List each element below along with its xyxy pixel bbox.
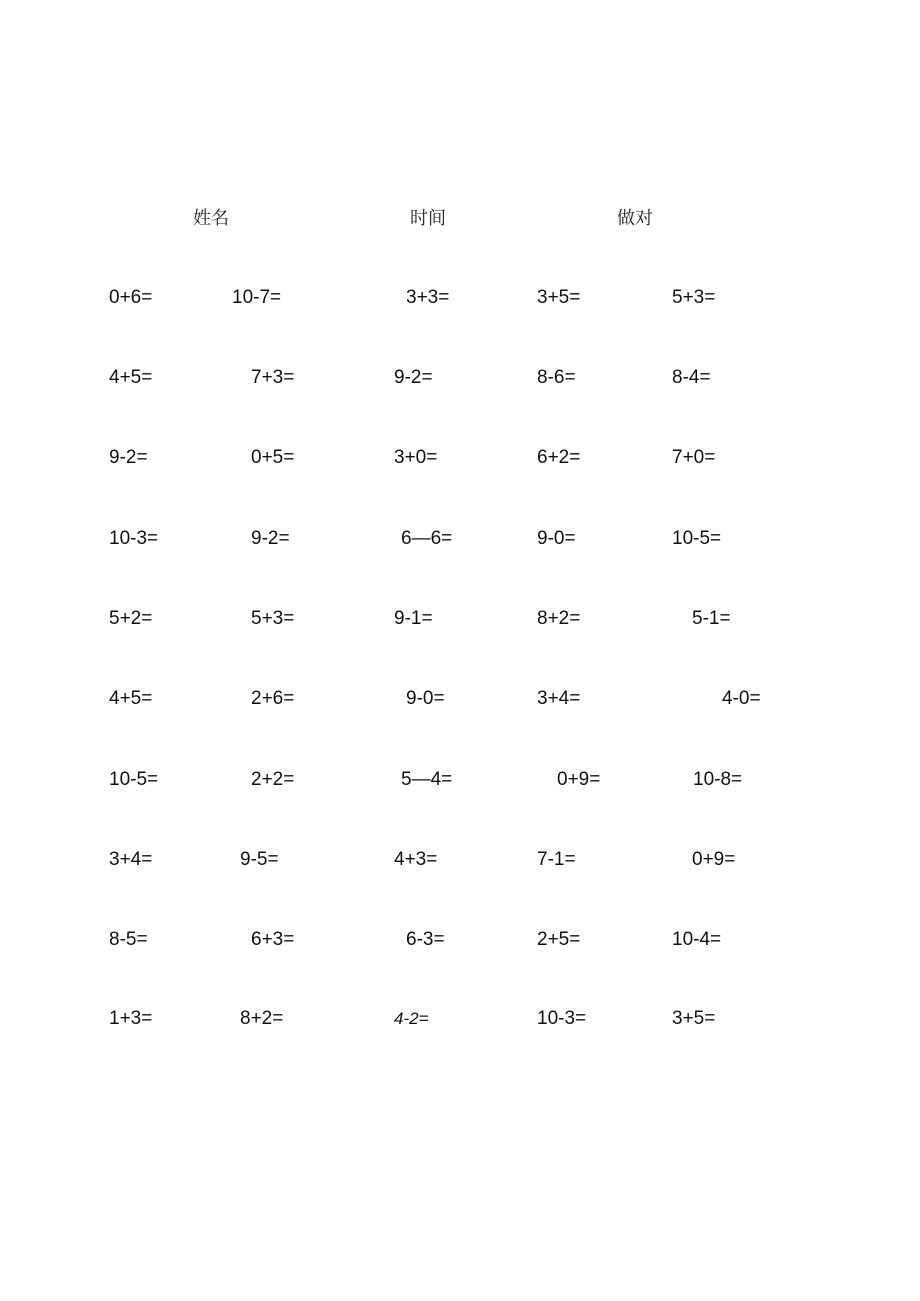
arithmetic-problem: 9-0= [406,688,445,709]
arithmetic-problem: 7+3= [251,367,295,388]
arithmetic-problem: 6-3= [406,929,445,950]
arithmetic-problem: 6+3= [251,929,295,950]
arithmetic-problem: 10-5= [672,528,722,549]
arithmetic-problem: 2+6= [251,688,295,709]
arithmetic-problem: 7-1= [537,849,576,870]
arithmetic-problem: 10-3= [537,1008,587,1029]
arithmetic-problem: 0+6= [109,287,153,308]
arithmetic-problem: 3+4= [537,688,581,709]
arithmetic-problem: 0+5= [251,447,295,468]
arithmetic-problem: 9-2= [109,447,148,468]
arithmetic-problem: 0+9= [692,849,736,870]
arithmetic-problem: 10-7= [232,287,282,308]
arithmetic-problem: 5+3= [251,608,295,629]
arithmetic-problem: 10-8= [693,769,743,790]
arithmetic-problem: 9-0= [537,528,576,549]
arithmetic-problem: 4-2= [394,1009,429,1028]
arithmetic-problem: 9-1= [394,608,433,629]
arithmetic-problem: 7+0= [672,447,716,468]
arithmetic-problem: 5+2= [109,608,153,629]
time-label: 时间 [410,208,446,229]
arithmetic-problem: 3+4= [109,849,153,870]
arithmetic-problem: 9-2= [394,367,433,388]
arithmetic-problem: 8+2= [537,608,581,629]
arithmetic-problem: 8+2= [240,1008,284,1029]
arithmetic-problem: 3+5= [537,287,581,308]
arithmetic-problem: 2+5= [537,929,581,950]
arithmetic-problem: 3+0= [394,447,438,468]
arithmetic-problem: 4-0= [722,688,761,709]
arithmetic-problem: 10-3= [109,528,159,549]
arithmetic-problem: 0+9= [557,769,601,790]
name-label: 姓名 [193,208,229,229]
arithmetic-problem: 9-5= [240,849,279,870]
arithmetic-problem: 6+2= [537,447,581,468]
arithmetic-problem: 8-4= [672,367,711,388]
arithmetic-problem: 3+5= [672,1008,716,1029]
arithmetic-problem: 10-4= [672,929,722,950]
arithmetic-problem: 8-6= [537,367,576,388]
arithmetic-problem: 8-5= [109,929,148,950]
arithmetic-problem: 5-1= [692,608,731,629]
arithmetic-problem: 6—6= [401,528,453,549]
arithmetic-problem: 1+3= [109,1008,153,1029]
arithmetic-problem: 4+3= [394,849,438,870]
arithmetic-problem: 4+5= [109,688,153,709]
arithmetic-problem: 3+3= [406,287,450,308]
correct-count-label: 做对 [617,208,653,229]
arithmetic-problem: 9-2= [251,528,290,549]
arithmetic-problem: 10-5= [109,769,159,790]
arithmetic-problem: 2+2= [251,769,295,790]
arithmetic-problem: 5+3= [672,287,716,308]
arithmetic-problem: 4+5= [109,367,153,388]
arithmetic-problem: 5—4= [401,769,453,790]
